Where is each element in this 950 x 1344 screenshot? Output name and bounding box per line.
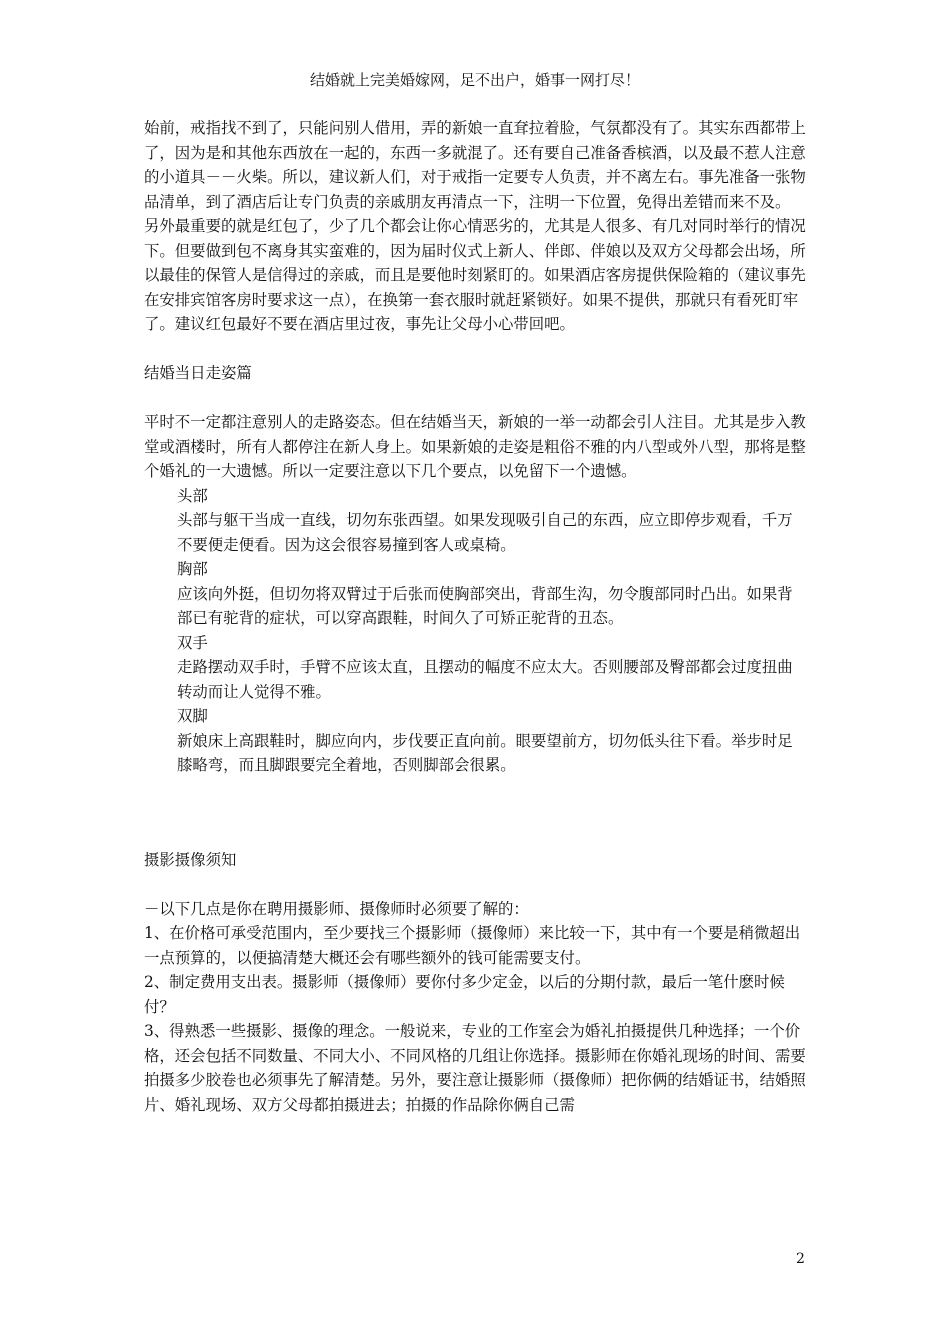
paragraph-red-envelope: 另外最重要的就是红包了，少了几个都会让你心情恶劣的，尤其是人很多、有几对同时举行的情况下。但要做到包不离身其实蛮难的，因为届时仪式上新人、伴郎、伴娘以及双方父母都会出场，所以最佳的保管人是信得过的亲戚，而且是要他时刻紧盯的。如果酒店客房提供保险箱的（建议事先在安排宾馆客房时要求这一点），在换第一套衣服时就赶紧锁好。如果不提供，那就只有看死盯牢了。建议红包最好不要在酒店里过夜，事先让父母小心带回吧。	[144, 217, 806, 333]
list-item-photo-2: 2、制定费用支出表。摄影师（摄像师）要你付多少定金，以后的分期付款，最后一笔什麽时候付？	[144, 973, 785, 1016]
spacer	[144, 778, 806, 848]
subheading-hands: 双手	[177, 633, 208, 652]
section-title-walking: 结婚当日走姿篇	[144, 364, 252, 382]
paragraph-chest: 应该向外挺，但切勿将双臂过于后张而使胸部突出，背部生沟，勿令腹部同时凸出。如果背部已有驼背的症状，可以穿高跟鞋，时间久了可矫正驼背的丑态。	[177, 584, 793, 627]
section-title-photography: 摄影摄像须知	[144, 850, 237, 869]
subheading-chest: 胸部	[177, 560, 208, 578]
spacer	[144, 337, 806, 362]
subheading-feet: 双脚	[177, 707, 208, 725]
spacer	[144, 386, 806, 411]
document-body	[144, 116, 806, 1117]
paragraph-ring-preparation: 始前，戒指找不到了，只能问别人借用，弄的新娘一直耷拉着脸，气氛都没有了。其实东西都带上了，因为是和其他东西放在一起的，东西一多就混了。还有要自己准备香槟酒，以及最不惹人注意的小道具－－火柴。所以，建议新人们，对于戒指一定要专人负责，并不离左右。事先准备一张物品清单，到了酒店后让专门负责的亲戚朋友再清点一下，注明一下位置，免得出差错而来不及。	[144, 119, 806, 211]
paragraph-head: 头部与躯干当成一直线，切勿东张西望。如果发现吸引自己的东西，应立即停步观看，千万不要便走便看。因为这会很容易撞到客人或桌椅。	[177, 511, 793, 554]
list-item-photo-1: 1、在价格可承受范围内，至少要找三个摄影师（摄像师）来比较一下，其中有一个要是稍微超出一点预算的，以便搞清楚大概还会有哪些额外的钱可能需要支付。	[144, 924, 801, 967]
paragraph-hands: 走路摆动双手时，手臂不应该太直，且摆动的幅度不应太大。否则腰部及臀部都会过度扭曲转动而让人觉得不雅。	[177, 658, 793, 701]
subheading-head: 头部	[177, 486, 208, 505]
paragraph-photo-lead: －以下几点是你在聘用摄影师、摄像师时必须要了解的：	[144, 899, 529, 918]
paragraph-walking-intro: 平时不一定都注意别人的走路姿态。但在结婚当天，新娘的一举一动都会引人注目。尤其是步入教堂或酒楼时，所有人都停注在新人身上。如果新娘的走姿是粗俗不雅的内八型或外八型，那将是整个婚礼的一大遗憾。所以一定要注意以下几个要点，以免留下一个遗憾。	[144, 413, 806, 480]
spacer	[144, 872, 806, 897]
paragraph-feet: 新娘床上高跟鞋时，脚应向内，步伐要正直向前。眼要望前方，切勿低头往下看。举步时足膝略弯，而且脚跟要完全着地，否则脚部会很累。	[177, 731, 793, 774]
page-header: 结婚就上完美婚嫁网，足不出户，婚事一网打尽！	[309, 71, 640, 89]
list-item-photo-3: 3、得熟悉一些摄影、摄像的理念。一般说来，专业的工作室会为婚礼拍摄提供几种选择；一个价格，还会包括不同数量、不同大小、不同风格的几组让你选择。摄影师在你婚礼现场的时间、需要拍摄多少胶卷也必须事先了解清楚。另外，要注意让摄影师（摄像师）把你俩的结婚证书，结婚照片、婚礼现场、双方父母都拍摄进去；拍摄的作品除你俩自己需	[144, 1022, 806, 1114]
page-number: 2	[796, 1251, 805, 1267]
